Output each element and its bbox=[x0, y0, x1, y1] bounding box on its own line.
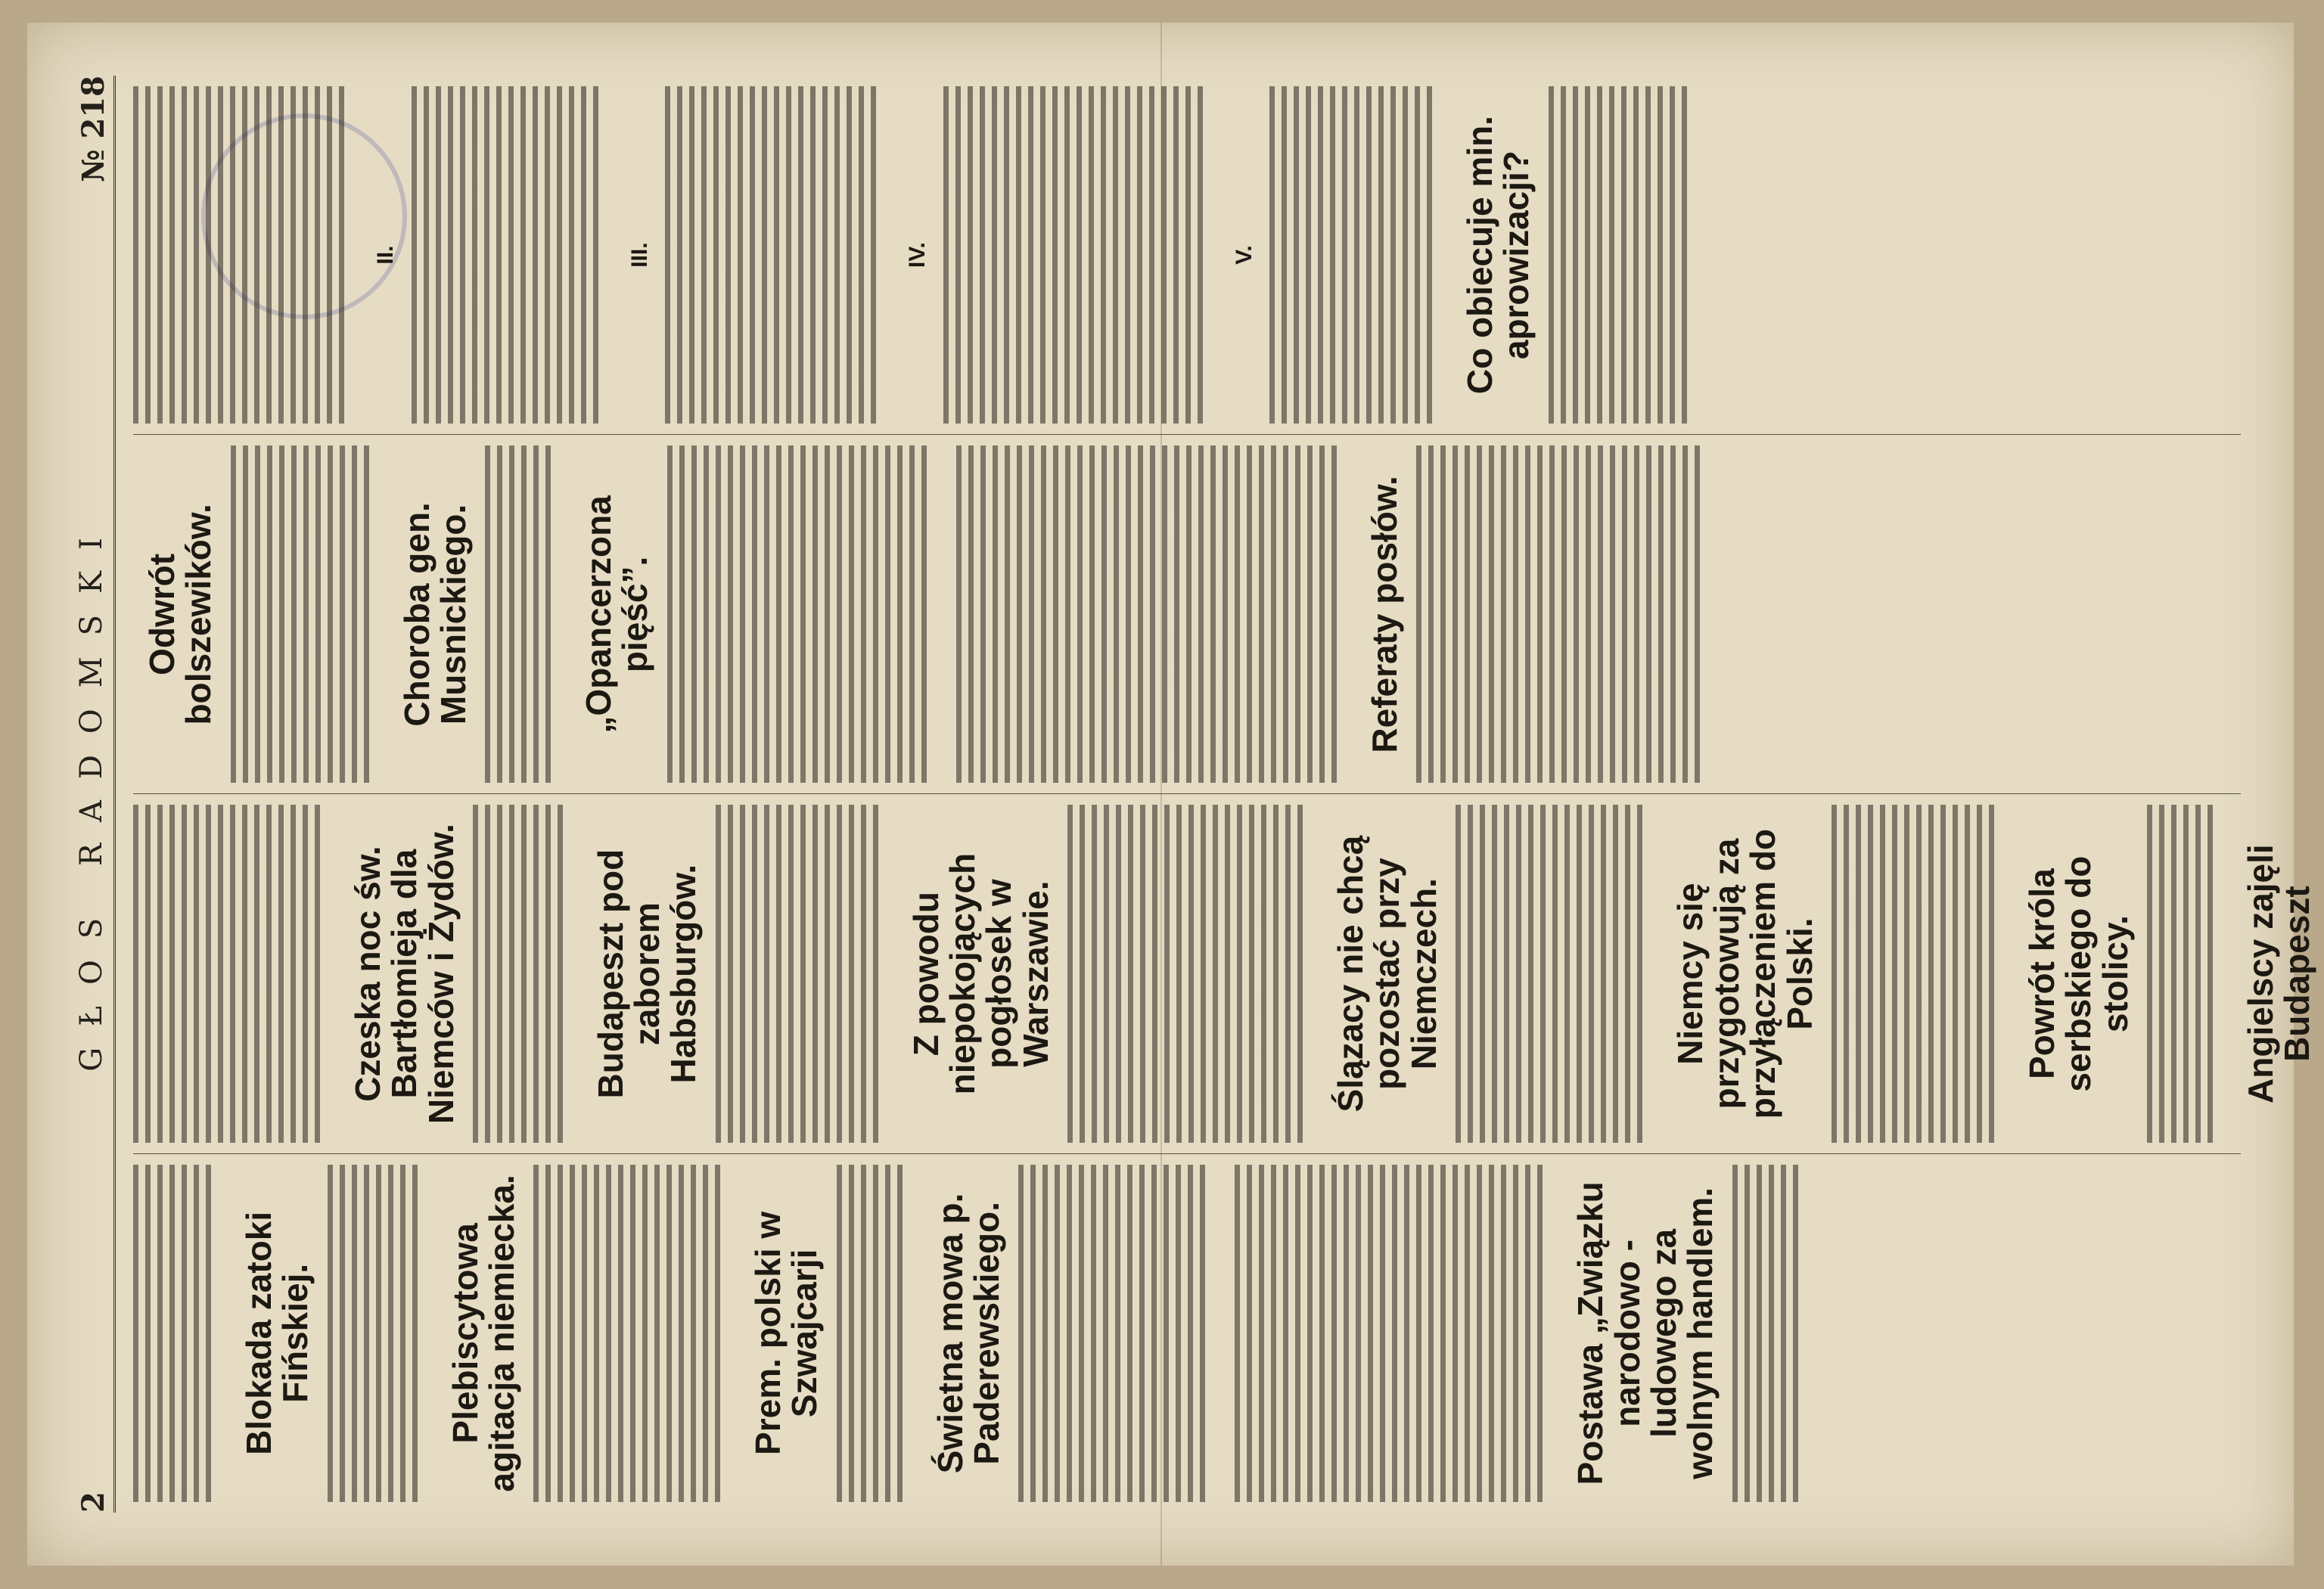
article bbox=[1235, 1165, 1549, 1502]
article bbox=[447, 1165, 728, 1502]
column bbox=[133, 435, 2241, 794]
column bbox=[133, 795, 2317, 1154]
article bbox=[908, 805, 1310, 1143]
masthead: GŁOS RADOMSKI bbox=[74, 517, 109, 1072]
article bbox=[1232, 86, 1440, 424]
article-body-text bbox=[412, 86, 605, 424]
article-heading: Postawa „Związku narodowo - ludowego za wolnym handlem. bbox=[1571, 1181, 1720, 1485]
article bbox=[956, 445, 1344, 783]
article bbox=[1572, 1165, 1804, 1502]
article-heading: Niemcy się przygotowują za przyłączeniem do Polski. bbox=[1670, 828, 1819, 1119]
article-body-text bbox=[837, 1165, 909, 1502]
article-heading: Referaty posłów. bbox=[1364, 476, 1404, 753]
article-heading: Prem. polski w Szwajcarji bbox=[748, 1211, 825, 1455]
article-body-text bbox=[943, 86, 1210, 424]
column bbox=[133, 1154, 2241, 1513]
article bbox=[1462, 86, 1694, 424]
article-heading: V. bbox=[1231, 245, 1257, 265]
article-heading: Budapeszt pod zaborem Habsburgów. bbox=[590, 849, 704, 1099]
article-body-text bbox=[1269, 86, 1439, 424]
article-body-text bbox=[2147, 805, 2220, 1143]
article-heading: Odwrót bolszewików. bbox=[142, 504, 219, 725]
article-heading: Ślązacy nie chcą pozostać przy Niemczech. bbox=[1330, 835, 1443, 1113]
article-heading: „Opancerzona pięść”. bbox=[579, 495, 655, 734]
article-heading: Plebiscytowa agitacja niemiecka. bbox=[445, 1175, 521, 1492]
article bbox=[133, 805, 327, 1143]
issue-number: № 218 bbox=[76, 76, 111, 182]
article-body-text bbox=[1832, 805, 2001, 1143]
article bbox=[592, 805, 885, 1143]
article-heading: Blokada zatoki Fińskiej. bbox=[239, 1211, 315, 1455]
newspaper-page bbox=[27, 23, 2317, 1566]
article-heading: Powrót króla serbskiego do stolicy. bbox=[2022, 855, 2135, 1092]
article-heading: Co obiecuje min. aprowizacji? bbox=[1460, 116, 1536, 395]
article bbox=[750, 1165, 909, 1502]
article-body-text bbox=[133, 805, 327, 1143]
article bbox=[580, 445, 934, 783]
article-heading: IV. bbox=[905, 242, 930, 268]
article-body-text bbox=[1018, 1165, 1212, 1502]
article bbox=[133, 86, 351, 424]
article bbox=[628, 86, 884, 424]
page-number: 2 bbox=[76, 1491, 111, 1513]
article bbox=[1332, 805, 1649, 1143]
article-heading: Z powodu niepokojących pogłosek w Warszawie. bbox=[906, 852, 1055, 1095]
article-body-text bbox=[1456, 805, 1649, 1143]
article bbox=[2024, 805, 2220, 1143]
article-body-text bbox=[231, 445, 376, 783]
article-body-text bbox=[328, 1165, 424, 1502]
article-body-text bbox=[1235, 1165, 1549, 1502]
article-heading: III. bbox=[626, 242, 652, 268]
article-heading: Angielscy zajęli Budapeszt bbox=[2240, 844, 2317, 1103]
article-body-text bbox=[533, 1165, 727, 1502]
page-header bbox=[71, 76, 116, 1513]
article bbox=[932, 1165, 1213, 1502]
article-body-text bbox=[956, 445, 1344, 783]
article bbox=[374, 86, 605, 424]
article bbox=[350, 805, 570, 1143]
article-body-text bbox=[1732, 1165, 1805, 1502]
article-body-text bbox=[485, 445, 558, 783]
article-body-text bbox=[1416, 445, 1707, 783]
article-body-text bbox=[133, 1165, 218, 1502]
newspaper-sheet bbox=[27, 23, 2317, 1566]
article bbox=[133, 1165, 218, 1502]
article-body-text bbox=[665, 86, 883, 424]
article bbox=[1672, 805, 2001, 1143]
columns bbox=[133, 76, 2317, 1513]
article bbox=[241, 1165, 424, 1502]
article-heading: II. bbox=[373, 245, 398, 265]
article-heading: Świetna mowa p. Paderewskiego. bbox=[930, 1193, 1007, 1474]
article-heading: Czeska noc św. Bartłomieja dla Niemców i Żydów. bbox=[348, 824, 461, 1125]
article bbox=[396, 445, 558, 783]
article-body-text bbox=[1549, 86, 1694, 424]
article-body-text bbox=[1067, 805, 1310, 1143]
rotated-page bbox=[27, 23, 2317, 1566]
article-body-text bbox=[133, 86, 351, 424]
article-body-text bbox=[667, 445, 934, 783]
article-heading: Choroba gen. Musnickiego. bbox=[396, 502, 473, 727]
article-body-text bbox=[716, 805, 885, 1143]
column bbox=[133, 76, 2241, 435]
article bbox=[144, 445, 376, 783]
article-body-text bbox=[473, 805, 570, 1143]
article bbox=[2242, 805, 2324, 1143]
article bbox=[906, 86, 1210, 424]
article bbox=[1366, 445, 1707, 783]
